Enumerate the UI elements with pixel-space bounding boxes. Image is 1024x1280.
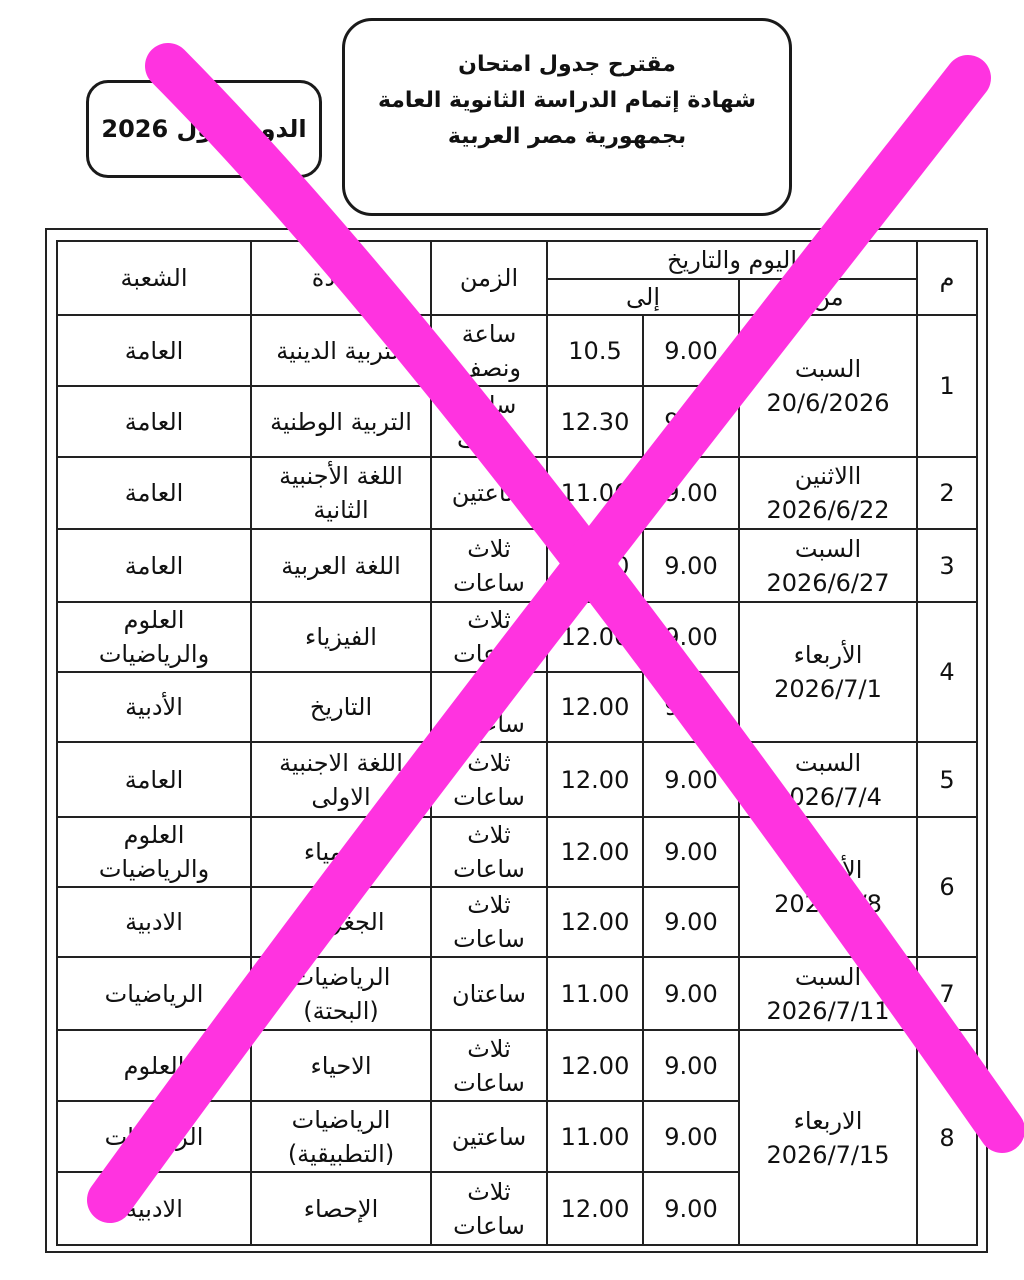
cell-from: 9.00 xyxy=(643,672,739,742)
cell-division: العلوم والرياضيات xyxy=(57,817,251,887)
cell-division: الأدبية xyxy=(57,672,251,742)
header-index: م xyxy=(917,241,977,315)
table-row xyxy=(57,957,977,1030)
cell-day-date: الأربعاء 2026/7/8 xyxy=(739,817,917,957)
cell-index: 4 xyxy=(917,602,977,742)
cell-index: 3 xyxy=(917,529,977,602)
cell-duration: ساعتان xyxy=(431,957,547,1030)
cell-from: 9.00 xyxy=(643,1172,739,1245)
cell-duration: ثلاث ساعات xyxy=(431,1172,547,1245)
cell-from: 9.00 xyxy=(643,887,739,957)
cell-index: 8 xyxy=(917,1030,977,1245)
cell-to: 12.00 xyxy=(547,1030,643,1101)
cell-subject: الفيزياء xyxy=(251,602,431,672)
cell-duration: ساعة ونصف xyxy=(431,386,547,457)
table-row xyxy=(57,315,977,386)
title-line-1: مقترح جدول امتحان xyxy=(458,52,676,77)
cell-from: 9.00 xyxy=(643,1101,739,1172)
year-box: الدور الأول 2026 xyxy=(86,80,322,178)
cell-to: 10.5 xyxy=(547,315,643,386)
cell-duration: ثلاث ساعات xyxy=(431,742,547,817)
cell-index: 2 xyxy=(917,457,977,529)
cell-subject: التربية الدينية xyxy=(251,315,431,386)
cell-to: 12.00 xyxy=(547,1172,643,1245)
cell-duration: ثلاث ساعات xyxy=(431,887,547,957)
cell-day-date: الأربعاء 2026/7/1 xyxy=(739,602,917,742)
cell-from: 9.00 xyxy=(643,602,739,672)
cell-to: 12.00 xyxy=(547,602,643,672)
table-row xyxy=(57,457,977,529)
cell-day-date: السبت 2026/7/4 xyxy=(739,742,917,817)
cell-from: 9.00 xyxy=(643,817,739,887)
cell-duration: ساعتين xyxy=(431,1101,547,1172)
cell-day-date: الاربعاء 2026/7/15 xyxy=(739,1030,917,1245)
cell-from: 9.00 xyxy=(643,529,739,602)
title-box xyxy=(342,18,792,216)
cell-from: 9.00 xyxy=(643,457,739,529)
cell-subject: الرياضيات (البحتة) xyxy=(251,957,431,1030)
cell-division: العلوم xyxy=(57,1030,251,1101)
cell-index: 6 xyxy=(917,817,977,957)
cell-division: الرياضيات xyxy=(57,1101,251,1172)
cell-to: 11.00 xyxy=(547,1101,643,1172)
cell-to: 12.00 xyxy=(547,672,643,742)
cell-from: 9.00 xyxy=(643,315,739,386)
cell-index: 5 xyxy=(917,742,977,817)
cell-subject: الإحصاء xyxy=(251,1172,431,1245)
cell-from: 9.00 xyxy=(643,386,739,457)
cell-duration: ثلاث ساعات xyxy=(431,602,547,672)
cell-division: الادبية xyxy=(57,887,251,957)
table-row xyxy=(57,817,977,887)
cell-subject: الاحياء xyxy=(251,1030,431,1101)
cell-subject: الجغرافيا xyxy=(251,887,431,957)
cell-from: 9.00 xyxy=(643,957,739,1030)
cell-from: 9.00 xyxy=(643,742,739,817)
table-row xyxy=(57,742,977,817)
cell-to: 12.00 xyxy=(547,742,643,817)
header-division: الشعبة xyxy=(57,241,251,315)
cell-subject: الكيمياء xyxy=(251,817,431,887)
cell-day-date: السبت 2026/6/27 xyxy=(739,529,917,602)
cell-subject: اللغة الأجنبية الثانية xyxy=(251,457,431,529)
title-line-3: بجمهورية مصر العربية xyxy=(447,124,687,149)
cell-to: 12.00 xyxy=(547,817,643,887)
exam-schedule-table xyxy=(56,240,978,1246)
header-duration: الزمن xyxy=(431,241,547,315)
cell-division: العامة xyxy=(57,742,251,817)
cell-to: 12.00 xyxy=(547,887,643,957)
title-line-2: شهادة إتمام الدراسة الثانوية العامة xyxy=(377,88,757,113)
cell-division: الادبية xyxy=(57,1172,251,1245)
cell-subject: الرياضيات (التطبيقية) xyxy=(251,1101,431,1172)
cell-day-date: االاثنين 2026/6/22 xyxy=(739,457,917,529)
cell-from: 9.00 xyxy=(643,1030,739,1101)
cell-division: العامة xyxy=(57,457,251,529)
header-row-1 xyxy=(57,241,977,279)
cell-to: 12.30 xyxy=(547,386,643,457)
cell-index: 1 xyxy=(917,315,977,457)
cell-day-date: السبت 20/6/2026 xyxy=(739,315,917,457)
cell-duration: ثلاث ساعات xyxy=(431,672,547,742)
cell-duration: ثلاث ساعات xyxy=(431,1030,547,1101)
cell-to: 11.00 xyxy=(547,457,643,529)
cell-subject: التاريخ xyxy=(251,672,431,742)
table-row xyxy=(57,1030,977,1101)
cell-division: العامة xyxy=(57,529,251,602)
table-row xyxy=(57,602,977,672)
cell-subject: التربية الوطنية xyxy=(251,386,431,457)
cell-day-date: السبت 2026/7/11 xyxy=(739,957,917,1030)
cell-to: 11.00 xyxy=(547,957,643,1030)
cell-division: العلوم والرياضيات xyxy=(57,602,251,672)
header-day-date: اليوم والتاريخ xyxy=(547,241,917,279)
cell-index: 7 xyxy=(917,957,977,1030)
cell-to: 12.00 xyxy=(547,529,643,602)
cell-subject: اللغة العربية xyxy=(251,529,431,602)
cell-duration: ساعة ونصف xyxy=(431,315,547,386)
cell-duration: ثلاث ساعات xyxy=(431,817,547,887)
cell-division: العامة xyxy=(57,315,251,386)
header-to: إلى xyxy=(547,279,739,315)
table-row xyxy=(57,529,977,602)
cell-duration: ساعتين xyxy=(431,457,547,529)
cell-duration: ثلاث ساعات xyxy=(431,529,547,602)
cell-division: الرياضيات xyxy=(57,957,251,1030)
cell-division: العامة xyxy=(57,386,251,457)
cell-subject: اللغة الاجنبية الاولى xyxy=(251,742,431,817)
header-subject: المادة xyxy=(251,241,431,315)
header-from: من xyxy=(739,279,917,315)
